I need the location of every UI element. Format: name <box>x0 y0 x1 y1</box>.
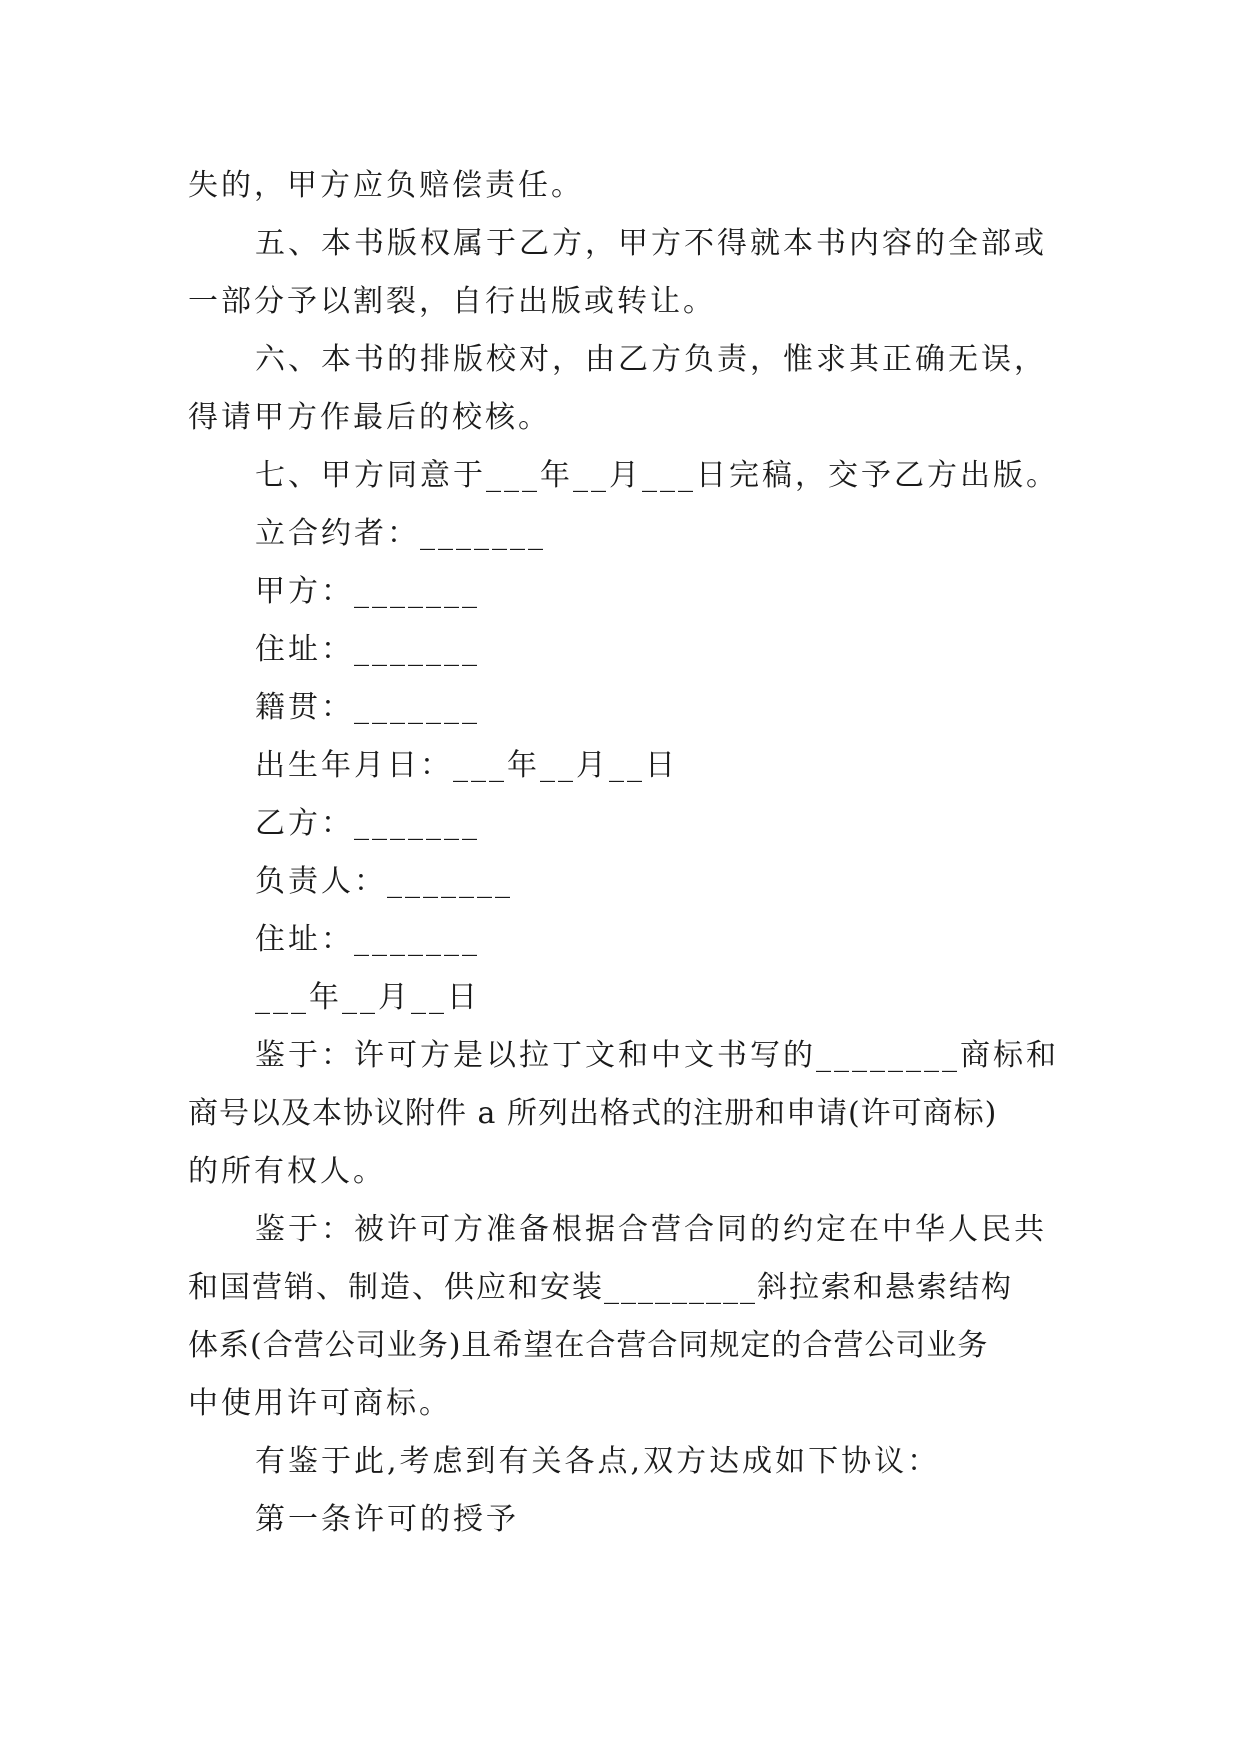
text-line: ___年__月__日 <box>255 980 480 1015</box>
text-line: 立合约者：_______ <box>255 516 546 551</box>
text-line: 失的，甲方应负赔偿责任。 <box>188 168 584 203</box>
text-line: 鉴于：许可方是以拉丁文和中文书写的________商标和 <box>255 1038 1059 1073</box>
text-line: 乙方：_______ <box>255 806 480 841</box>
text-line: 一部分予以割裂，自行出版或转让。 <box>188 284 716 319</box>
text-line: 六、本书的排版校对，由乙方负责，惟求其正确无误， <box>255 342 1047 377</box>
text-line: 体系(合营公司业务)且希望在合营合同规定的合营公司业务 <box>188 1328 989 1363</box>
text-line: 负责人：_______ <box>255 864 513 899</box>
text-line: 住址：_______ <box>255 632 480 667</box>
text-line: 五、本书版权属于乙方，甲方不得就本书内容的全部或 <box>255 226 1047 261</box>
text-line: 得请甲方作最后的校核。 <box>188 400 551 435</box>
text-line: 住址：_______ <box>255 922 480 957</box>
text-line: 商号以及本协议附件 a 所列出格式的注册和申请(许可商标) <box>188 1096 998 1131</box>
text-line: 出生年月日：___年__月__日 <box>255 748 678 783</box>
text-line: 有鉴于此,考虑到有关各点,双方达成如下协议： <box>255 1444 941 1479</box>
text-line: 鉴于：被许可方准备根据合营合同的约定在中华人民共 <box>255 1212 1047 1247</box>
text-line: 甲方：_______ <box>255 574 480 609</box>
text-line: 的所有权人。 <box>188 1154 386 1189</box>
text-line: 和国营销、制造、供应和安装_________斜拉索和悬索结构 <box>188 1270 1013 1305</box>
text-line: 籍贯：_______ <box>255 690 480 725</box>
text-line: 第一条许可的授予 <box>255 1502 519 1537</box>
text-line: 中使用许可商标。 <box>188 1386 452 1421</box>
text-line: 七、甲方同意于___年__月___日完稿，交予乙方出版。 <box>255 458 1059 493</box>
